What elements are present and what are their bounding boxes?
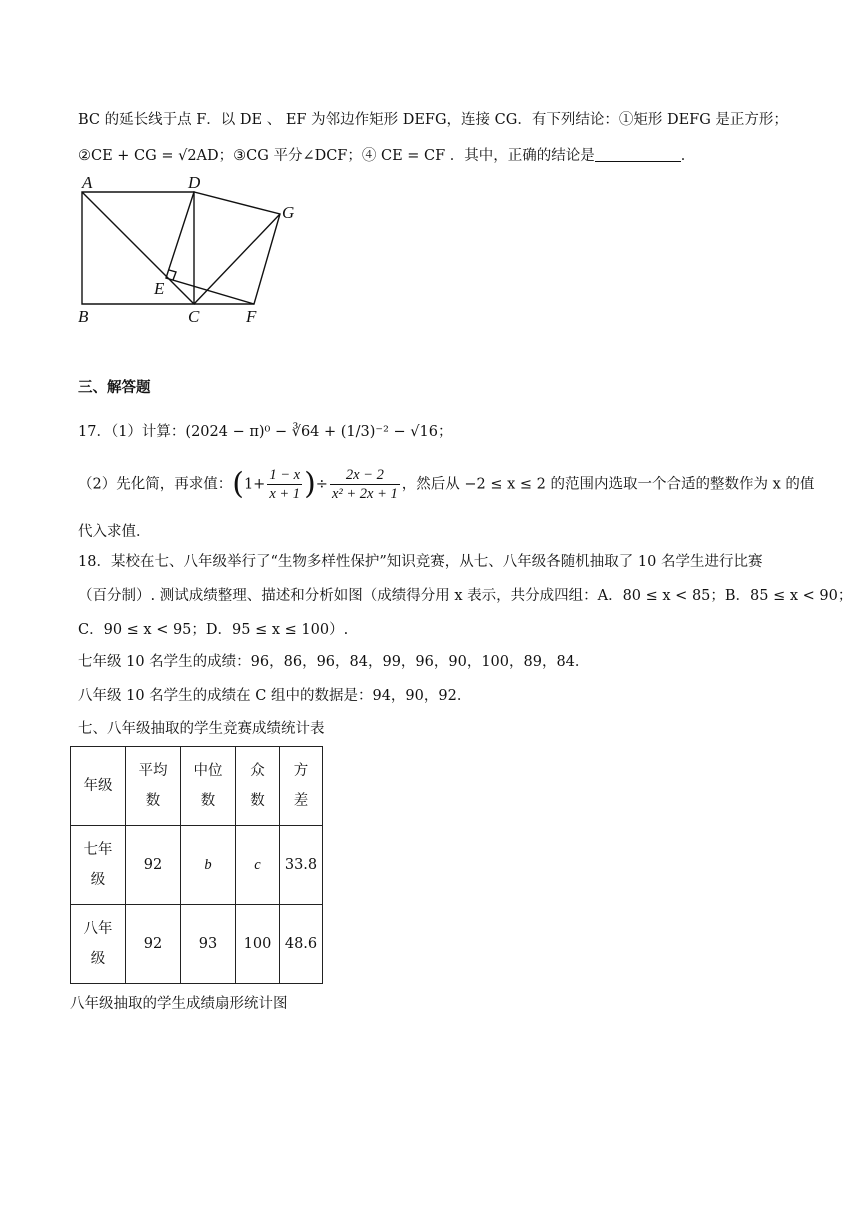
cell-variance: 48.6 <box>280 905 323 984</box>
header-variance: 方差 <box>280 747 323 826</box>
section-title: 三、解答题 <box>78 380 151 396</box>
pie-chart-title: 八年级抽取的学生成绩扇形统计图 <box>70 996 288 1012</box>
q16-line2-end: ． <box>680 148 696 164</box>
q16-line2-a: ②CE + CG = <box>78 148 179 164</box>
header-mode: 众数 <box>236 747 280 826</box>
label-b: B <box>78 307 89 326</box>
geometry-figure <box>70 172 310 332</box>
answer-blank <box>595 147 681 162</box>
q17-part1: 17．（1）计算：(2024 − π)⁰ − ∛64 + (1/3)⁻² − √16； <box>78 424 453 440</box>
cell-mode: c <box>236 826 280 905</box>
fraction-2 <box>330 466 400 503</box>
fraction-1-den: x + 1 <box>269 486 301 502</box>
diagonal-ac <box>82 192 194 304</box>
q17-part2-c: 代入求值． <box>78 524 151 540</box>
q18-p5: 八年级 10 名学生的成绩在 C 组中的数据是：94，90，92． <box>78 688 472 704</box>
table-row <box>71 826 323 905</box>
q18-p2: （百分制）. 测试成绩整理、描述和分析如图（成绩得分用 x 表示，共分成四组：A．80 ≤ x < 85；B．85 ≤ x < 90； <box>78 588 853 604</box>
cell-mean: 92 <box>126 826 181 905</box>
header-grade: 年级 <box>71 747 126 826</box>
q16-line2 <box>78 146 695 166</box>
q18-p1: 18．某校在七、八年级举行了“生物多样性保护”知识竞赛，从七、八年级各随机抽取了 10 名学生进行比赛 <box>78 554 763 570</box>
header-mean: 平均数 <box>126 747 181 826</box>
table-title: 七、八年级抽取的学生竞赛成绩统计表 <box>78 721 325 737</box>
table-header-row <box>71 747 323 826</box>
q18-p3: C．90 ≤ x < 95；D．95 ≤ x ≤ 100）. <box>78 622 349 638</box>
stats-table <box>70 746 323 984</box>
cell-mean: 92 <box>126 905 181 984</box>
cell-variance: 33.8 <box>280 826 323 905</box>
q16-line2-b: √2AD；③CG 平分∠DCF；④ CE = CF ．其中，正确的结论是 <box>178 148 595 164</box>
table-row <box>71 905 323 984</box>
cell-grade: 七年级 <box>71 826 126 905</box>
cell-mode: 100 <box>236 905 280 984</box>
fraction-2-num: 2x − 2 <box>330 466 400 485</box>
cell-median: b <box>181 826 236 905</box>
q17-part2-a: （2）先化简，再求值： <box>78 476 233 493</box>
cell-median: 93 <box>181 905 236 984</box>
q18-p4: 七年级 10 名学生的成绩：96，86，96，84，99，96，90，100，89，84． <box>78 654 590 670</box>
fraction-1-num: 1 − x <box>269 467 301 483</box>
rectangle-defg <box>166 192 280 304</box>
cell-grade: 八年级 <box>71 905 126 984</box>
label-d: D <box>188 173 201 192</box>
label-f: F <box>246 307 257 326</box>
fraction-2-den: x² + 2x + 1 <box>331 486 398 502</box>
q17-part2: （2）先化简，再求值：(1+ $\frac{1 - x}{x + 1}$ )÷ $\frac{2x - 2}{\text{x² + 2x + 1}}$ ，然后从 −2 ≤ x ≤ 2 的范围内选取一个合适的整数作为 x 的值 <box>78 466 815 502</box>
label-e: E <box>154 279 165 298</box>
label-g: G <box>282 203 295 222</box>
header-median: 中位数 <box>181 747 236 826</box>
label-c: C <box>188 307 200 326</box>
fraction-1 <box>267 466 302 503</box>
label-a: A <box>82 173 93 192</box>
q16-line1: BC 的延长线于点 F．以 DE 、 EF 为邻边作矩形 DEFG，连接 CG．有下列结论：①矩形 DEFG 是正方形； <box>78 112 788 128</box>
q17-part2-b: ，然后从 −2 ≤ x ≤ 2 的范围内选取一个合适的整数作为 x 的值 <box>401 476 815 493</box>
